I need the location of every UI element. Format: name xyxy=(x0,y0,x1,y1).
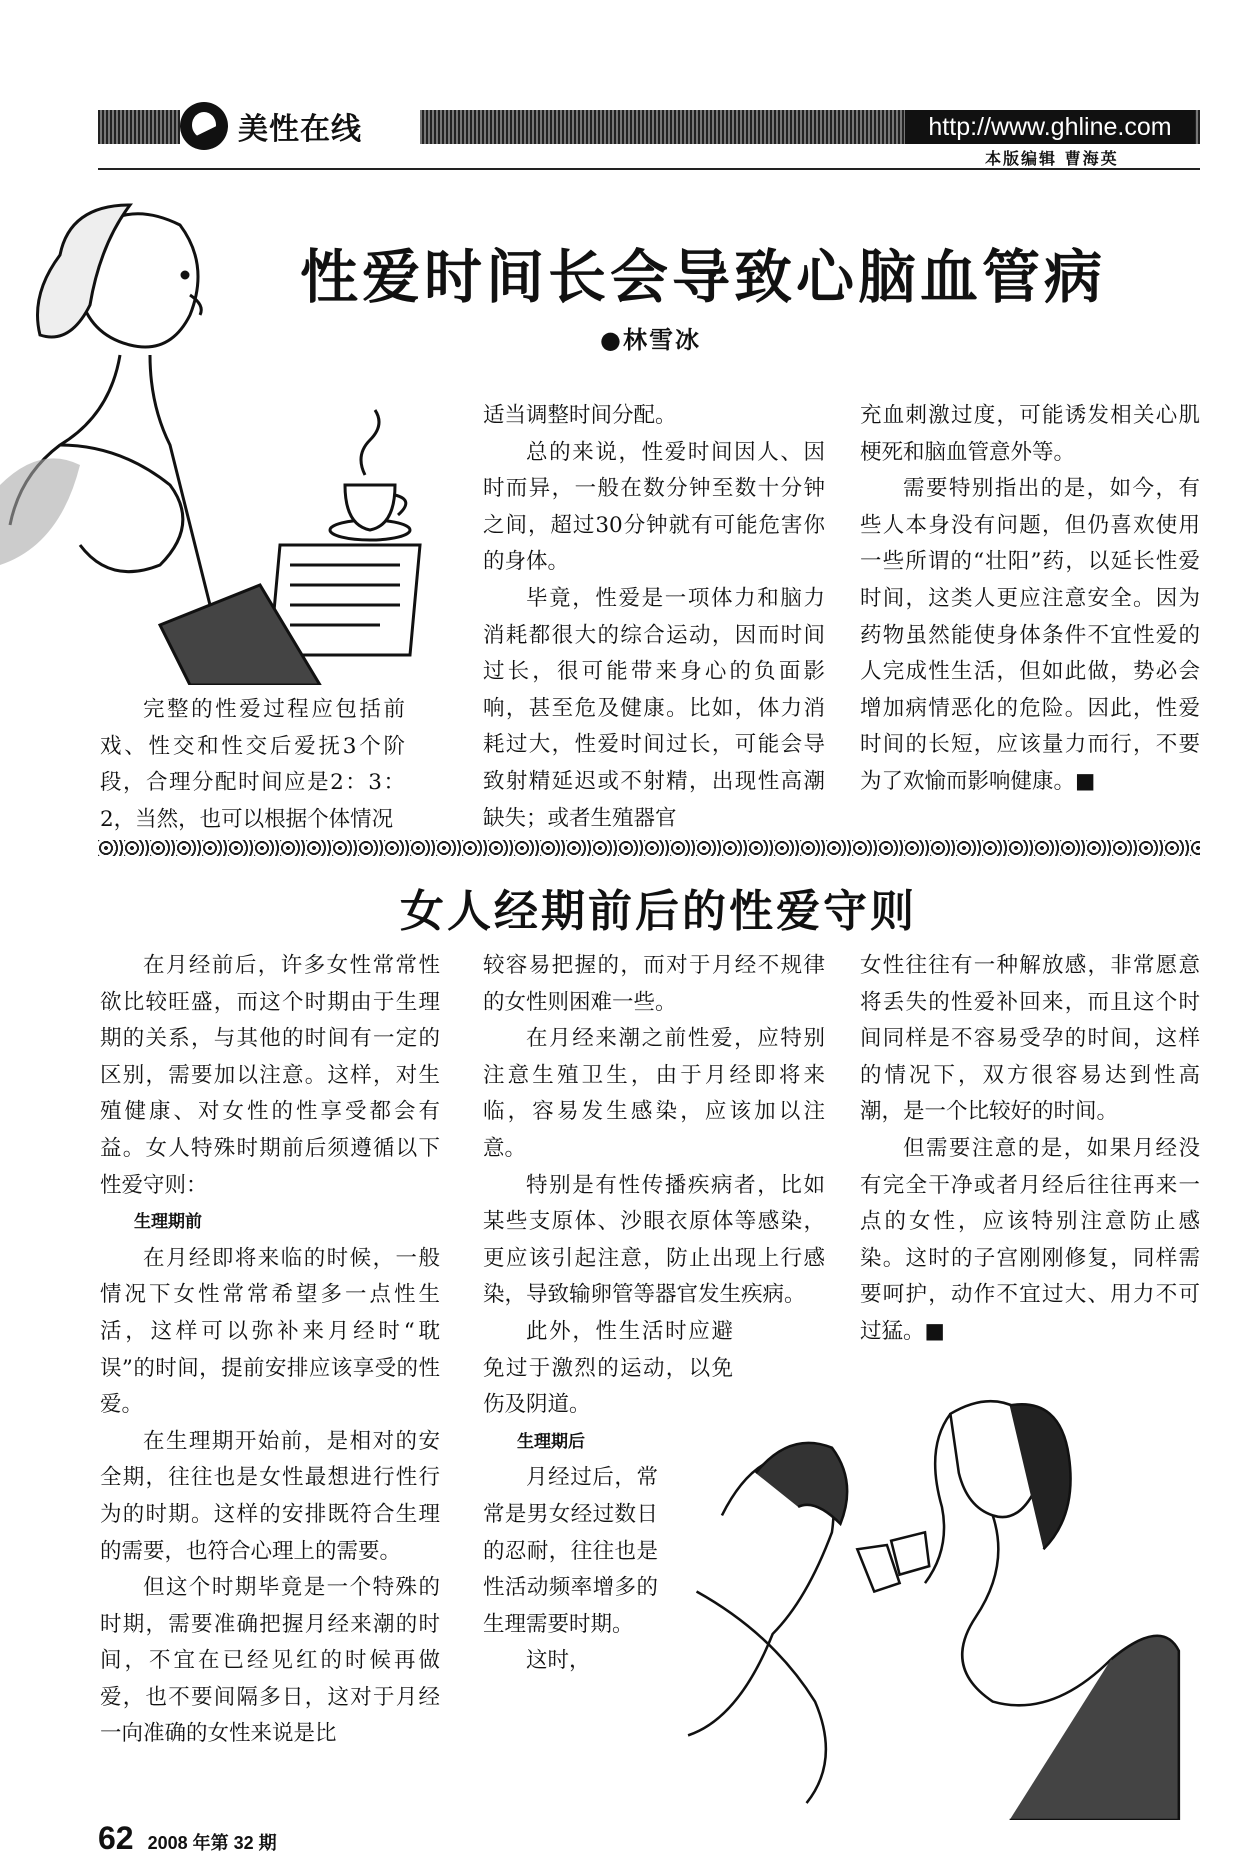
article1-column-2 xyxy=(483,398,825,837)
paragraph: 在月经前后，许多女性常常性欲比较旺盛，而这个时期由于生理期的关系，与其他的时间有一定的区别，需要加以注意。这样，对生殖健康、对女性的性享受都会有益。女人特殊时期前后须遵循以下性爱守则： xyxy=(100,953,440,1198)
article2-column-1 xyxy=(100,948,440,1753)
article1-column-3 xyxy=(860,398,1200,801)
page-footer xyxy=(98,1820,277,1857)
subheading: 生理期后 xyxy=(517,1431,585,1452)
article1-column-1 xyxy=(100,692,405,838)
paragraph: 在生理期开始前，是相对的安全期，往往也是女性最想进行性行为的时期。这样的安排既符合生理的需要，也符合心理上的需要。 xyxy=(100,1428,440,1564)
paragraph: 毕竟，性爱是一项体力和脑力消耗都很大的综合运动，因而时间过长，很可能带来身心的负面影响，甚至危及健康。比如，体力消耗过大，性爱时间过长，可能会导致射精延迟或不射精，出现性高潮缺失；或者生殖器官 xyxy=(483,585,825,831)
paragraph: 总的来说，性爱时间因人、因时而异，一般在数分钟至数十分钟之间，超过30分钟就有可能危害你的身体。 xyxy=(483,439,825,575)
article1-author: ●林雪冰 xyxy=(600,326,701,354)
paragraph: 特别是有性传播疾病者，比如某些支原体、沙眼衣原体等感染，更应该引起注意，防止出现上行感染，导致输卵管等器官发生疾病。 xyxy=(483,1172,825,1308)
paragraph: 这时， xyxy=(526,1648,591,1674)
issue-label: 2008 年第 32 期 xyxy=(147,1833,277,1853)
site-url: http://www.ghline.com xyxy=(905,110,1195,144)
paragraph: 在月经即将来临的时候，一般情况下女性常常希望多一点性生活，这样可以弥补来月经时“耽误”的时间，提前安排应该享受的性爱。 xyxy=(100,1245,440,1418)
paragraph: 较容易把握的，而对于月经不规律的女性则困难一些。 xyxy=(483,953,825,1015)
column-logo-icon xyxy=(180,102,228,150)
article2-title: 女人经期前后的性爱守则 xyxy=(400,886,917,937)
paragraph: 充血刺激过度，可能诱发相关心肌梗死和脑血管意外等。 xyxy=(860,403,1200,465)
column-label xyxy=(180,100,420,152)
page-number: 62 xyxy=(98,1820,134,1856)
column-name: 美性在线 xyxy=(238,112,362,147)
paragraph: 完整的性爱过程应包括前戏、性交和性交后爱抚3个阶段，合理分配时间应是2：3：2，当然，也可以根据个体情况 xyxy=(100,697,405,832)
paragraph: 在月经来潮之前性爱，应特别注意生殖卫生，由于月经即将来临，容易发生感染，应该加以注意。 xyxy=(483,1026,825,1161)
paragraph: 此外，性生活时应避免过于激烈的运动，以免伤及阴道。 xyxy=(483,1318,733,1418)
editor-credit: 本版编辑 曹海英 xyxy=(985,149,1119,168)
article1-title: 性爱时间长会导致心脑血管病 xyxy=(300,243,1107,311)
paragraph: 但这个时期毕竟是一个特殊的时期，需要准确把握月经来潮的时间，不宜在已经见红的时候再做爱，也不要间隔多日，这对于月经一向准确的女性来说是比 xyxy=(100,1575,440,1747)
decorative-divider xyxy=(98,840,1200,856)
subheading: 生理期前 xyxy=(134,1212,202,1233)
paragraph: 月经过后，常常是男女经过数日的忍耐，往往也是性活动频率增多的生理需要时期。 xyxy=(483,1465,658,1637)
paragraph: 需要特别指出的是，如今，有些人本身没有问题，但仍喜欢使用一些所谓的“壮阳”药，以延长性爱时间，这类人更应注意安全。因为药物虽然能使身体条件不宜性爱的人完成性生活，但如此做，势必会增加病情恶化的危险。因此，性爱时间的长短，应该量力而行，不要为了欢愉而影响健康。■ xyxy=(860,476,1200,794)
paragraph: 但需要注意的是，如果月经没有完全干净或者月经后往往再来一点的女性，应该特别注意防止感染。这时的子宫刚刚修复，同样需要呵护，动作不宜过大、用力不可过猛。■ xyxy=(860,1135,1200,1344)
article2-column-3 xyxy=(860,948,1200,1351)
paragraph: 女性往往有一种解放感，非常愿意将丢失的性爱补回来，而且这个时间同样是不容易受孕的时间，这样的情况下，双方很容易达到性高潮，是一个比较好的时间。 xyxy=(860,953,1200,1125)
header-rule xyxy=(98,168,1200,170)
paragraph: 适当调整时间分配。 xyxy=(483,403,677,428)
women-toasting-illustration xyxy=(625,1380,1225,1820)
